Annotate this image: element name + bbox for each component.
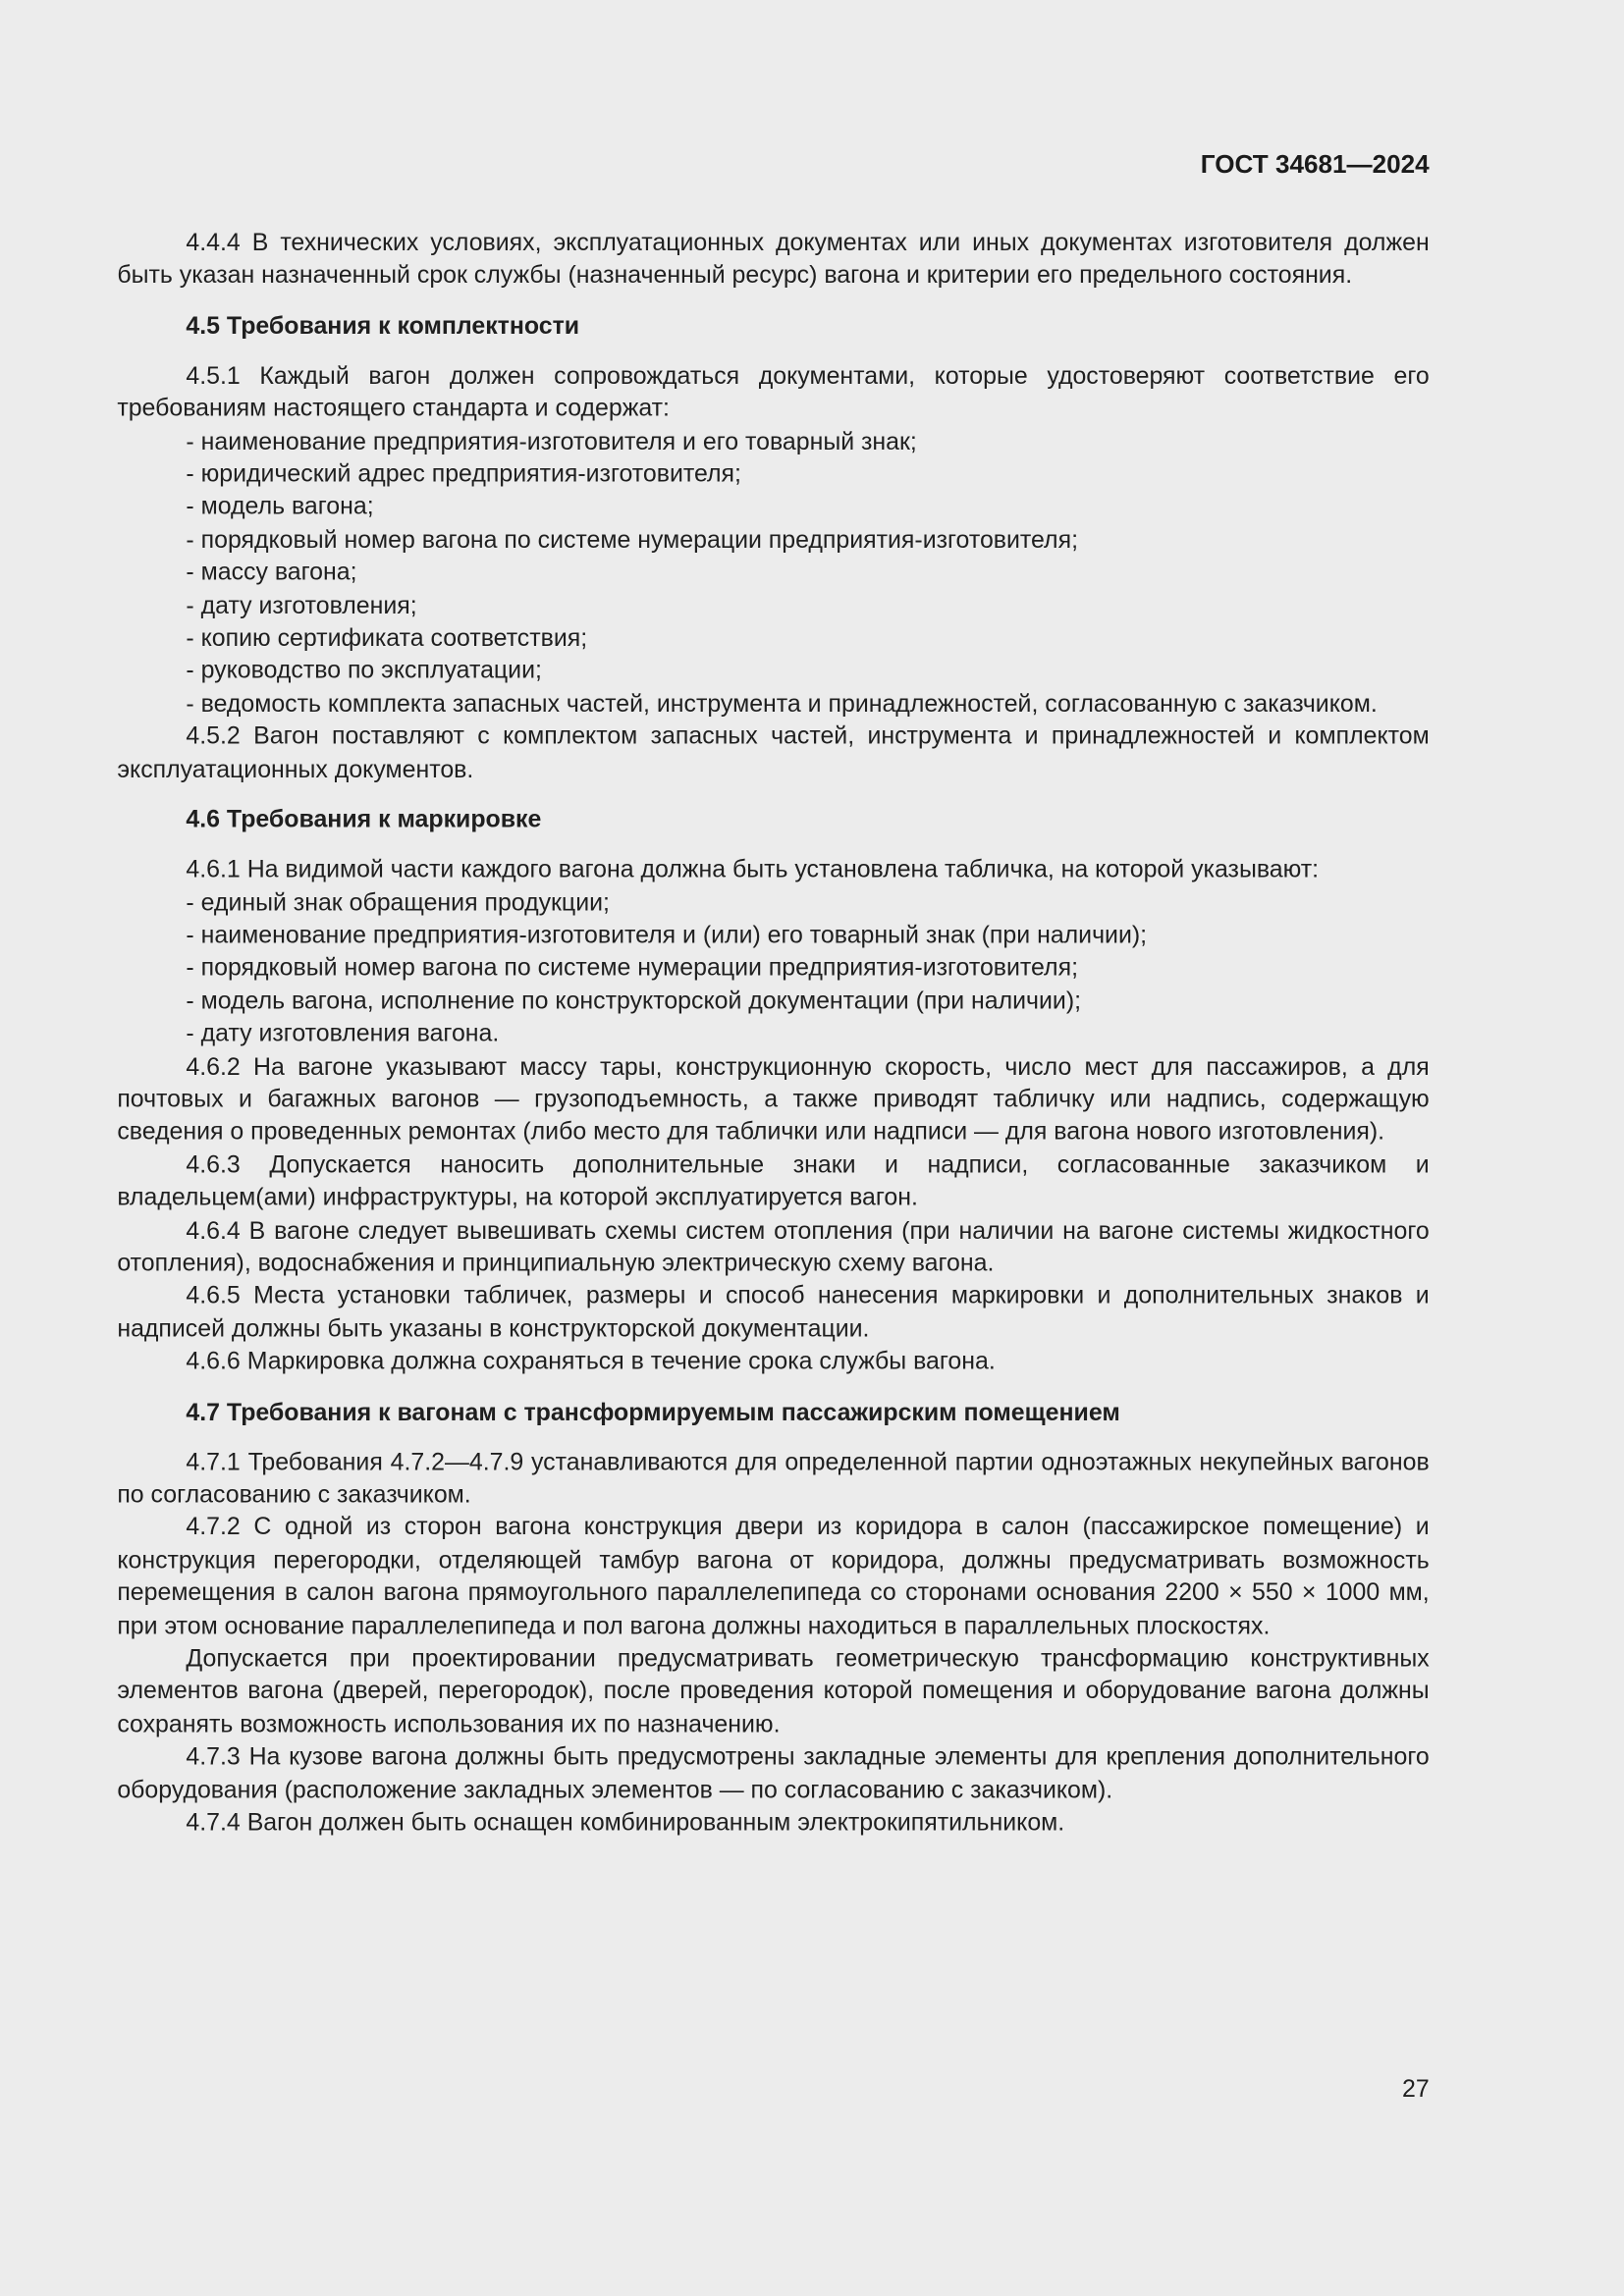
paragraph-4-6-1: 4.6.1 На видимой части каждого вагона должна быть установлена табличка, на которой указывают: [186, 855, 1320, 883]
paragraph-4-6-6: 4.6.6 Маркировка должна сохраняться в течение срока службы вагона. [186, 1347, 996, 1375]
paragraph-4-7-4: 4.7.4 Вагон должен быть оснащен комбинированным электрокипятильником. [186, 1808, 1065, 1837]
list-item: - порядковый номер вагона по системе нумерации предприятия-изготовителя; [186, 525, 1079, 554]
list-item: - модель вагона; [186, 492, 374, 521]
section-heading-4-7: 4.7 Требования к вагонам с трансформируемым пассажирским помещением [186, 1397, 1120, 1426]
list-item: - единый знак обращения продукции; [186, 887, 610, 916]
paragraph-4-5-1: 4.5.1 Каждый вагон должен сопровождаться документами, которые удостоверяют соответствие его требованиям настоящего стандарта и содержат: [117, 361, 1430, 422]
list-item: - дату изготовления вагона. [186, 1019, 500, 1047]
page-number: 27 [1402, 2074, 1430, 2103]
list-item: - модель вагона, исполнение по конструкторской документации (при наличии); [186, 986, 1082, 1015]
list-item: - юридический адрес предприятия-изготовителя; [186, 459, 741, 488]
paragraph-4-7-2-note: Допускается при проектировании предусматривать геометрическую трансформацию конструктивных элементов вагона (дверей, перегородок), после проведения которой помещения и оборудование вагона должны сохранять возможность использования их по назначению. [117, 1644, 1430, 1738]
paragraph-4-7-1: 4.7.1 Требования 4.7.2—4.7.9 устанавливаются для определенной партии одноэтажных некупейных вагонов по согласованию с заказчиком. [117, 1447, 1430, 1509]
paragraph-4-6-5: 4.6.5 Места установки табличек, размеры и способ нанесения маркировки и дополнительных знаков и надписей должны быть указаны в конструкторской документации. [117, 1281, 1430, 1343]
list-item: - наименование предприятия-изготовителя и (или) его товарный знак (при наличии); [186, 921, 1148, 949]
paragraph-4-6-2: 4.6.2 На вагоне указывают массу тары, конструкционную скорость, число мест для пассажиров, а для почтовых и багажных вагонов — грузоподъемность, а также приводят табличку или надпись, содержащую сведения о проведенных ремонтах (либо место для таблички или надписи — для вагона нового изготовления). [117, 1051, 1430, 1146]
list-item: - массу вагона; [186, 558, 357, 586]
list-item: - ведомость комплекта запасных частей, инструмента и принадлежностей, согласованную с заказчиком. [186, 689, 1378, 718]
list-item: - руководство по эксплуатации; [186, 656, 542, 685]
list-item: - порядковый номер вагона по системе нумерации предприятия-изготовителя; [186, 953, 1079, 982]
section-heading-4-5: 4.5 Требования к комплектности [186, 311, 580, 340]
list-item: - копию сертификата соответствия; [186, 623, 588, 652]
document-header: ГОСТ 34681—2024 [1200, 149, 1430, 179]
paragraph-4-4-4: 4.4.4 В технических условиях, эксплуатационных документах или иных документах изготовителя должен быть указан назначенный срок службы (назначенный ресурс) вагона и критерии его предельного состояния. [117, 228, 1430, 290]
paragraph-4-7-3: 4.7.3 На кузове вагона должны быть предусмотрены закладные элементы для крепления дополнительного оборудования (расположение закладных элементов — по согласованию с заказчиком). [117, 1742, 1430, 1804]
section-heading-4-6: 4.6 Требования к маркировке [186, 805, 542, 833]
list-item: - дату изготовления; [186, 591, 417, 619]
document-body [117, 227, 1429, 1840]
paragraph-4-6-3: 4.6.3 Допускается наносить дополнительные знаки и надписи, согласованные заказчиком и владельцем(ами) инфраструктуры, на которой эксплуатируется вагон. [117, 1149, 1430, 1211]
paragraph-4-7-2: 4.7.2 С одной из сторон вагона конструкция двери из коридора в салон (пассажирское помещение) и конструкция перегородки, отделяющей тамбур вагона от коридора, должны предусматривать возможность перемещения в салон вагона прямоугольного параллелепипеда со сторонами основания 2200 × 550 × 1000 мм, при этом основание параллелепипеда и пол вагона должны находиться в параллельных плоскостях. [117, 1513, 1430, 1639]
paragraph-4-5-2: 4.5.2 Вагон поставляют с комплектом запасных частей, инструмента и принадлежностей и комплектом эксплуатационных документов. [117, 721, 1430, 783]
list-item: - наименование предприятия-изготовителя и его товарный знак; [186, 426, 917, 455]
paragraph-4-6-4: 4.6.4 В вагоне следует вывешивать схемы систем отопления (при наличии на вагоне системы жидкостного отопления), водоснабжения и принципиальную электрическую схему вагона. [117, 1215, 1430, 1277]
